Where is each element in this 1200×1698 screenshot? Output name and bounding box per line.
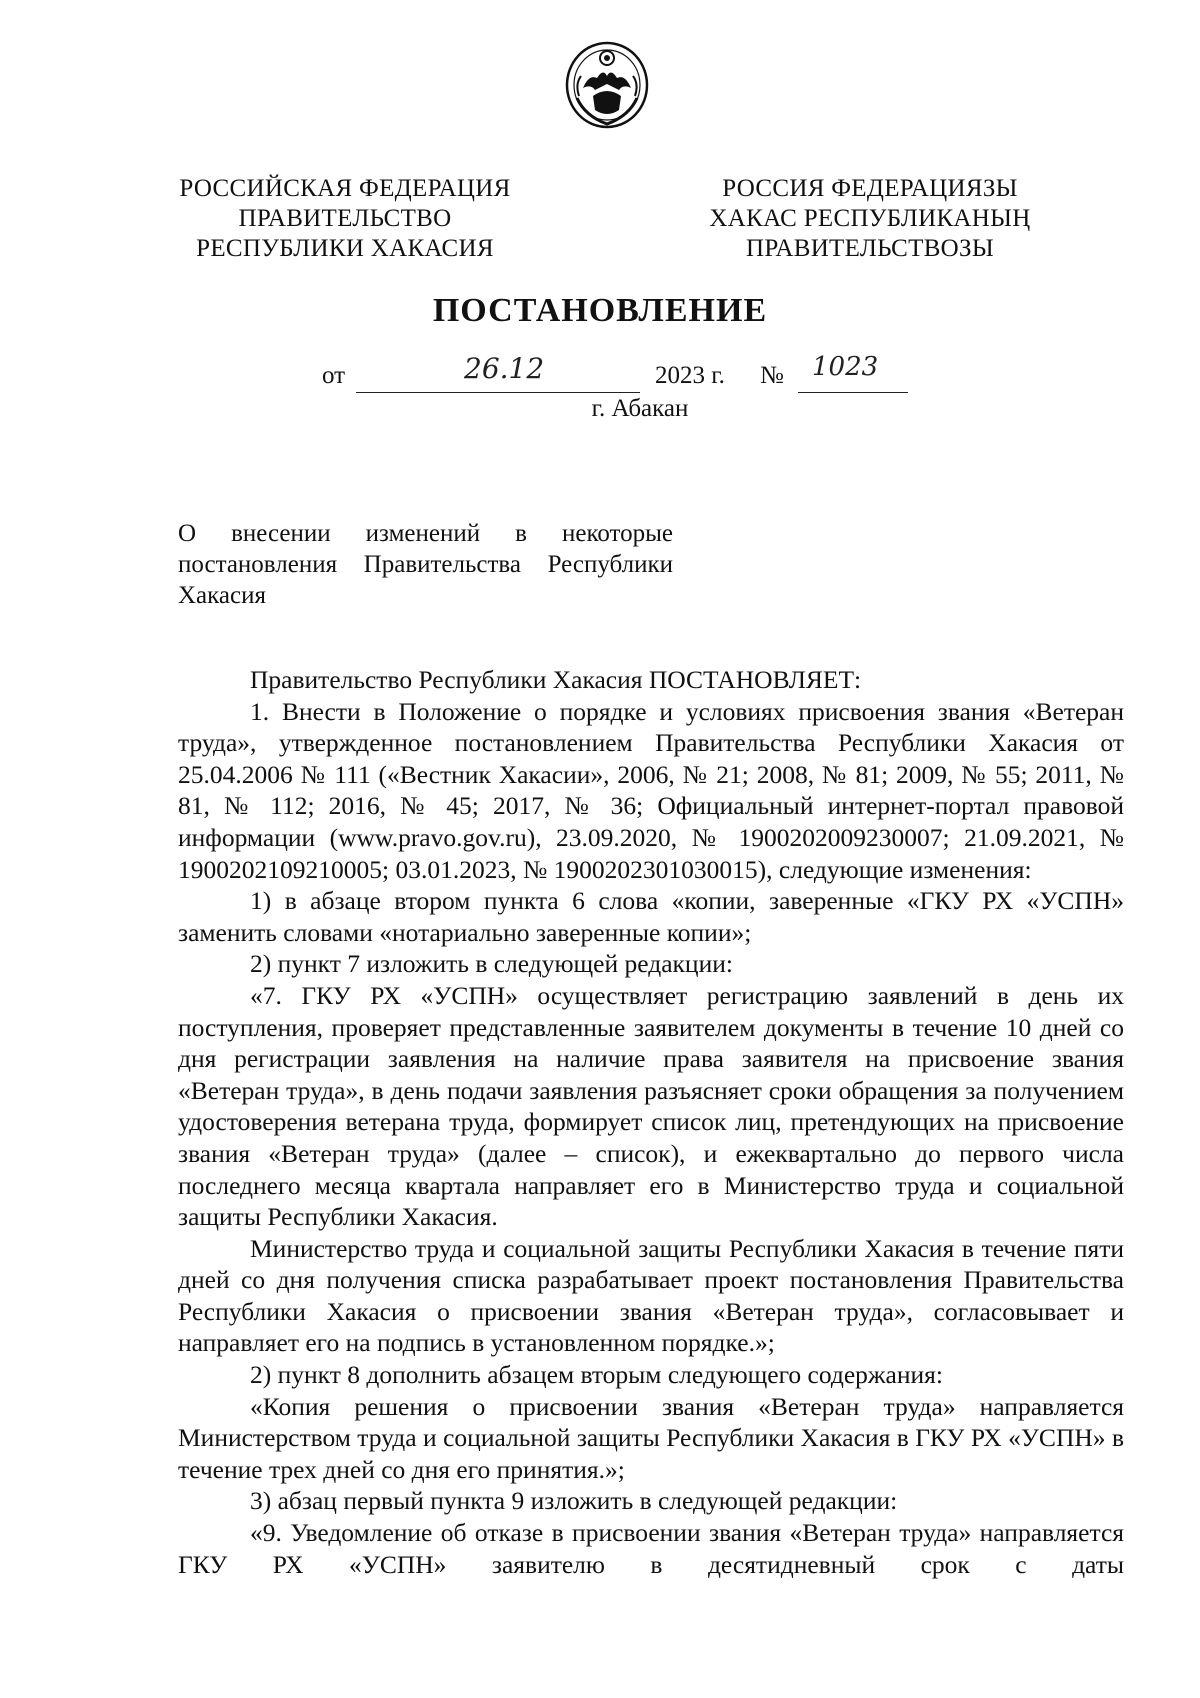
header-right-line: РОССИЯ ФЕДЕРАЦИЯЗЫ (722, 175, 1018, 202)
header-right-line: ПРАВИТЕЛЬСТВОЗЫ (746, 235, 994, 262)
header-left (170, 174, 520, 264)
body-paragraph: 1. Внести в Положение о порядке и условиях присвоения звания «Ветеран труда», утвержденное постановлением Правительства Республики Хакасия от 25.04.2006 № 111 («Вестник Хакасии», 2006, № 21; 2008, № 81; 2009, № 55; 2011, № 81, № 112; 2016, № 45; 2017, № 36; Официальный интернет-портал правовой информации (www.pravo.gov.ru), 23.09.2020, № 1900202009230007; 21.09.2021, № 1900202109210005; 03.01.2023, № 1900202301030015), следующие изменения: (178, 696, 1124, 884)
city-line: г. Абакан (591, 395, 689, 422)
number-label: № (760, 362, 784, 389)
body-paragraph: «7. ГКУ РХ «УСПН» осуществляет регистрацию заявлений в день их поступления, проверяет представленные заявителем документы в течение 10 дней со дня регистрации заявления на наличие права заявителя на присвоение звания «Ветеран труда», в день подачи заявления разъясняет сроки обращения за получением удостоверения ветерана труда, формирует список лиц, претендующих на присвоение звания «Ветеран труда» (далее – список), и ежеквартально до первого числа последнего месяца квартала направляет его в Министерство труда и социальной защиты Республики Хакасия. (178, 980, 1124, 1232)
date-from-label: от (322, 362, 346, 389)
body-paragraph: 1) в абзаце втором пункта 6 слова «копии, заверенные «ГКУ РХ «УСПН» заменить словами «нотариально заверенные копии»; (178, 886, 1124, 947)
document-title: ПОСТАНОВЛЕНИЕ (432, 292, 768, 329)
handwritten-number: 1023 (812, 352, 879, 382)
header-left-line: РЕСПУБЛИКИ ХАКАСИЯ (196, 235, 494, 262)
body-paragraph: «Копия решения о присвоении звания «Ветеран труда» направляется Министерством труда и социальной защиты Республики Хакасия в ГКУ РХ «УСПН» в течение трех дней со дня его принятия.»; (178, 1391, 1124, 1484)
body-paragraph: 2) пункт 8 дополнить абзацем вторым следующего содержания: (250, 1360, 943, 1390)
year-label: 2023 г. (655, 362, 725, 389)
body-paragraph: «9. Уведомление об отказе в присвоении звания «Ветеран труда» направляется ГКУ РХ «УСПН» заявителю в десятидневный срок с даты (178, 1518, 1124, 1579)
header-right-line: ХАКАС РЕСПУБЛИКАНЫҢ (709, 205, 1031, 232)
subject-heading: О внесении изменений в некоторые постановления Правительства Республики Хакасия (178, 520, 673, 609)
body-paragraph: 3) абзац первый пункта 9 изложить в следующей редакции: (250, 1486, 898, 1516)
header-left-line: РОССИЙСКАЯ ФЕДЕРАЦИЯ (179, 175, 511, 202)
body-paragraph: Правительство Республики Хакасия ПОСТАНОВЛЯЕТ: (250, 665, 862, 694)
document-body (178, 664, 1124, 1580)
header-right (700, 174, 1040, 264)
body-paragraph: 2) пункт 7 изложить в следующей редакции: (250, 949, 733, 979)
body-paragraph: Министерство труда и социальной защиты Республики Хакасия в течение пяти дней со дня получения списка разрабатывает проект постановления Правительства Республики Хакасия о присвоении звания «Ветеран труда», согласовывает и направляет его на подпись в установленном порядке.»; (178, 1233, 1124, 1358)
handwritten-date: 26.12 (464, 352, 545, 385)
khakassia-coat-of-arms-icon (563, 38, 651, 130)
header-left-line: ПРАВИТЕЛЬСТВО (238, 205, 452, 232)
